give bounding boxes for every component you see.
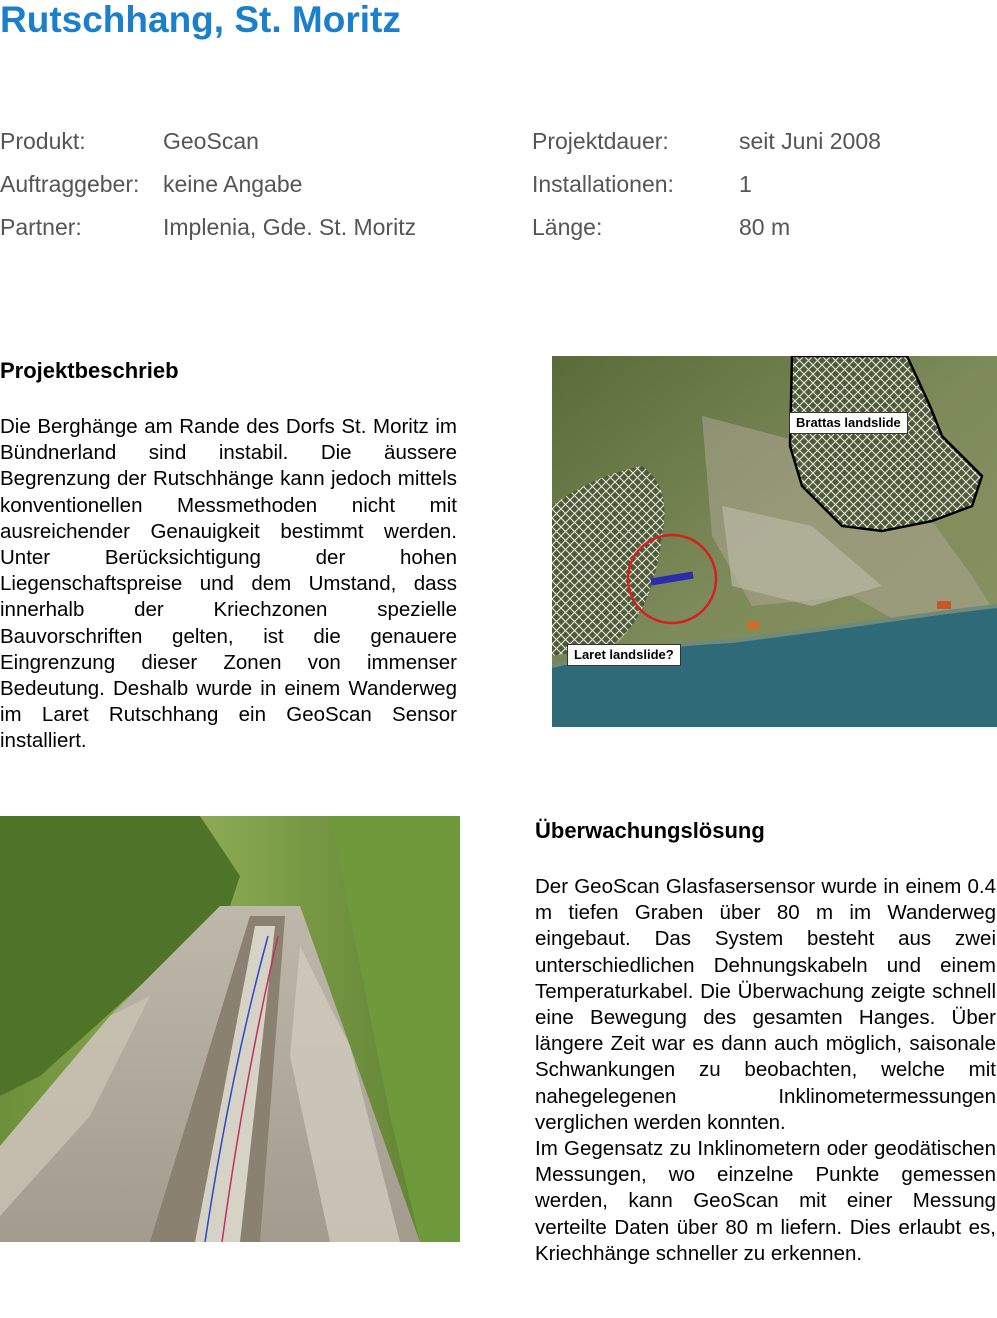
value-installationen: 1	[739, 171, 752, 197]
value-projektdauer: seit Juni 2008	[739, 128, 881, 154]
description-paragraph: Die Berghänge am Rande des Dorfs St. Moritz im Bündnerland sind instabil. Die äussere Begrenzung der Rutschhänge kann jedoch mittels konventionellen Messmethoden nicht mit ausreichender Genauigkeit bestimmt werden. Unter Berücksichtigung der hohen Liegenschaftspreise und dem Umstand, dass innerhalb der Kriechzonen spezielle Bauvorschriften gelten, ist die genauere Eingrenzung dieser Zonen von immenser Bedeutung. Deshalb wurde in einem Wanderweg im Laret Rutschhang ein GeoScan Sensor installiert.	[0, 415, 457, 753]
label-projektdauer: Projektdauer:	[532, 128, 669, 154]
label-auftraggeber: Auftraggeber:	[0, 171, 140, 197]
trench-photo	[0, 816, 460, 1242]
solution-paragraph-1: Der GeoScan Glasfasersensor wurde in einem 0.4 m tiefen Graben über 80 m im Wanderweg eingebaut. Das System besteht aus zwei unterschiedlichen Dehnungskabeln und einem Temperaturkabel. Die Überwachung zeigte schnell eine Bewegung des gesamten Hanges. Über längere Zeit war es dann auch möglich, saisonale Schwankungen zu beobachten, welche mit nahegelegenen Inklinometermessungen verglichen werden konnten.	[535, 875, 996, 1134]
solution-heading: Überwachungslösung	[535, 818, 765, 843]
value-auftraggeber: keine Angabe	[163, 171, 303, 197]
label-partner: Partner:	[0, 214, 82, 240]
label-laenge: Länge:	[532, 214, 603, 240]
label-installationen: Installationen:	[532, 171, 674, 197]
trench-photo-graphic	[0, 816, 460, 1242]
aerial-map-image	[552, 356, 997, 727]
solution-text	[535, 874, 996, 1267]
aerial-map-graphic	[552, 356, 997, 727]
value-partner: Implenia, Gde. St. Moritz	[163, 214, 417, 240]
label-produkt: Produkt:	[0, 128, 86, 154]
description-heading: Projektbeschrieb	[0, 358, 179, 383]
label-brattas-landslide: Brattas landslide	[789, 412, 908, 434]
description-text	[0, 414, 457, 755]
page-title: Rutschhang, St. Moritz	[0, 0, 401, 40]
value-laenge: 80 m	[739, 214, 791, 240]
value-produkt: GeoScan	[163, 128, 259, 154]
solution-paragraph-2: Im Gegensatz zu Inklinometern oder geodätischen Messungen, wo einzelne Punkte gemessen werden, kann GeoScan mit einer Messung verteilte Daten über 80 m liefern. Dies erlaubt es, Kriechhänge schneller zu erkennen.	[535, 1137, 996, 1265]
label-laret-landslide: Laret landslide?	[567, 644, 681, 666]
